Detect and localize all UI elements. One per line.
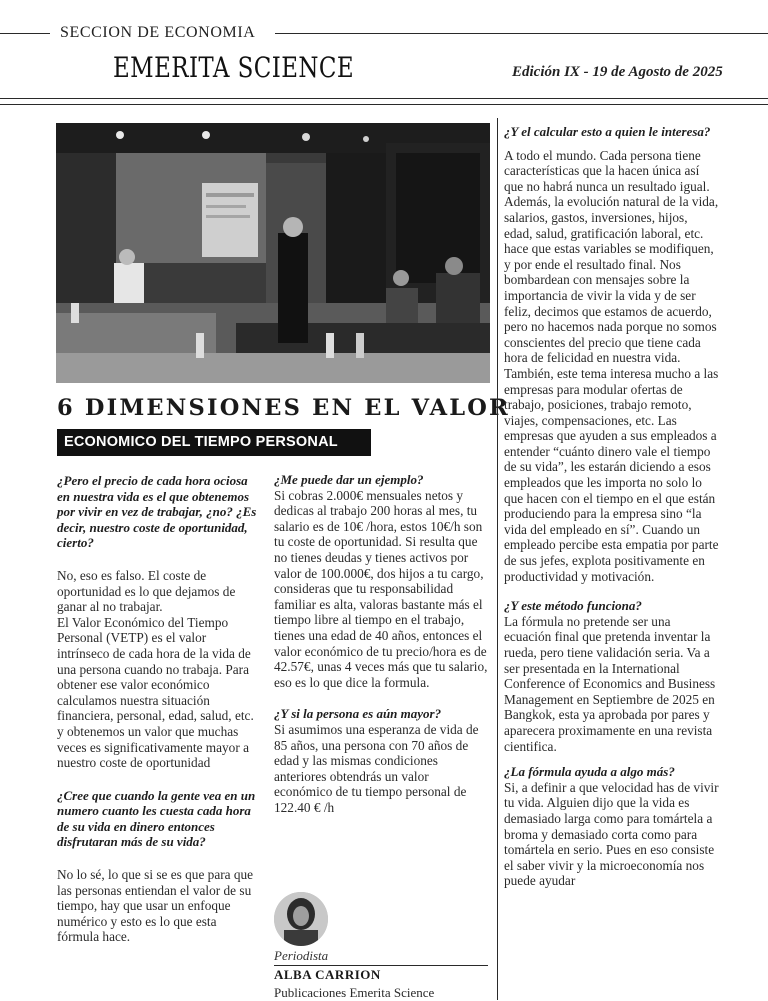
header-double-rule-top xyxy=(0,98,768,99)
answer-who-cares: A todo el mundo. Cada persona tiene características que la hacen única así que no habrá nunca un resultado igual. Además, la evolución natural de la vida, salarios, gastos, inversiones, hijos, edad, salud, gratificación laboral, etc. hace que estas variables se modifiquen, y por ende el resultado final. Nos bombardean con mensajes sobre la importancia de vivir la vida y de ser feliz, decimos que estamos de acuerdo, pero no hacemos nada porque no somos conscientes del precio que tiene cada hora de felicidad en nuestra vida. También, este tema interesa mucho a las empresas para modular ofertas de trabajo, posiciones, trabajo remoto, viajes, compensaciones, etc. Las empresas que ayuden a sus empleados a entender “cuánto dinero vale el tiempo de su vida”, les estarán diciendo a esos empleados que les importa no solo lo que hacen con el tiempo en el que están produciendo para la empresa sino “la vida del empleado en sí”. Cuando un empleado percibe esta empatia por parte de sus jefes, explota positivamente en productividad y motivación. xyxy=(504,147,719,584)
answer-1-paragraph-2: El Valor Económico del Tiempo Personal (VETP) es el valor intrínseco de cada hora de la vida de una persona cuando no trabaja. Para obtener ese valor económico calculamos nuestra situación financiera, personal, edad, salud, etc. y obtenemos un valor que muchas veces es significativamente mayor a nuestro coste de oportunidad xyxy=(57,614,254,771)
question-method-works: ¿Y este método funciona? xyxy=(504,598,642,614)
answer-example: Si cobras 2.000€ mensuales netos y dedicas al trabajo 200 horas al mes, tu salario es de 10€ /hora, estos 10€/h son tu coste de oportunidad. Si resulta que no tienes deudas y tienes activos por valor de 100.000€, dos hijos a tu cargo, consideras que tu responsabilidad familiar es alta, valoras bastante más el tiempo libre al tiempo en el trabajo, tienes una edad de 40 años, entonces el valor económico de tu precio/hora es de 42.57€, unas 4 veces más que tu salario, eso es lo que dice la formula. xyxy=(274,487,488,690)
column-1 xyxy=(57,473,260,945)
header-double-rule-bottom xyxy=(0,104,768,105)
article-headline: 6 DIMENSIONES EN EL VALOR xyxy=(57,395,510,421)
section-label: SECCION DE ECONOMIA xyxy=(60,24,256,41)
avatar xyxy=(274,892,328,946)
question-who-cares: ¿Y el calcular esto a quien le interesa? xyxy=(504,124,711,139)
answer-method-works: La fórmula no pretende ser una ecuación final que pretenda inventar la rueda, pero tiene validación seria. Va a ser presentada en la International Conference of Economics and Business Management en Septiembre de 2025 en Bangkok, esta ya aprobada por pares y aparecera proximamente en una revista cientifica. xyxy=(504,613,716,754)
header-rule-left xyxy=(0,33,50,34)
article-subheadline: ECONOMICO DEL TIEMPO PERSONAL xyxy=(57,429,371,456)
answer-formula-helps: Si, a definir a que velocidad has de vivir tu vida. Alguien dijo que la vida es demasiado larga como para tomártela a broma y demasiado corta como para tomártela en serio. Pues en eso consiste el saber vivir y la microeconomía nos puede ayudar xyxy=(504,779,719,889)
conference-photo xyxy=(56,123,490,383)
edition-date: Edición IX - 19 de Agosto de 2025 xyxy=(512,64,723,80)
masthead-title: EMERITA SCIENCE xyxy=(113,51,355,84)
answer-older-person: Si asumimos una esperanza de vida de 85 años, una persona con 70 años de edad y las mismas condiciones anteriores obtendrás un valor económico de tu tiempo personal de 122.40 € /h xyxy=(274,721,479,815)
question-1: ¿Pero el precio de cada hora ociosa en nuestra vida es el que obtenemos por vivir en vez de trabajar, ¿no? ¿Es decir, nuestro coste de oportunidad, cierto? xyxy=(57,473,257,551)
question-older-person: ¿Y si la persona es aún mayor? xyxy=(274,706,442,722)
question-2: ¿Cree que cuando la gente vea en un numero cuanto les cuesta cada hora de su vida en dinero entonces disfrutaran más de su vida? xyxy=(57,787,256,850)
answer-1-paragraph-1: No, eso es falso. El coste de oportunidad es lo que dejamos de ganar al no trabajar. xyxy=(57,567,236,615)
byline-rule xyxy=(274,965,488,966)
header-rule-right xyxy=(275,33,768,34)
byline-outlet: Publicaciones Emerita Science xyxy=(274,985,435,1000)
question-example: ¿Me puede dar un ejemplo? xyxy=(274,472,424,487)
column-divider xyxy=(497,118,498,1000)
column-2 xyxy=(274,472,488,815)
byline-name: ALBA CARRION xyxy=(274,967,381,982)
byline-role: Periodista xyxy=(274,948,329,963)
question-formula-helps: ¿La fórmula ayuda a algo más? xyxy=(504,764,675,780)
column-3 xyxy=(504,124,719,889)
answer-2: No lo sé, lo que si se es que para que las personas entiendan el valor de su tiempo, hay que usar un enfoque numérico y esto es lo que esta fórmula hace. xyxy=(57,867,254,945)
